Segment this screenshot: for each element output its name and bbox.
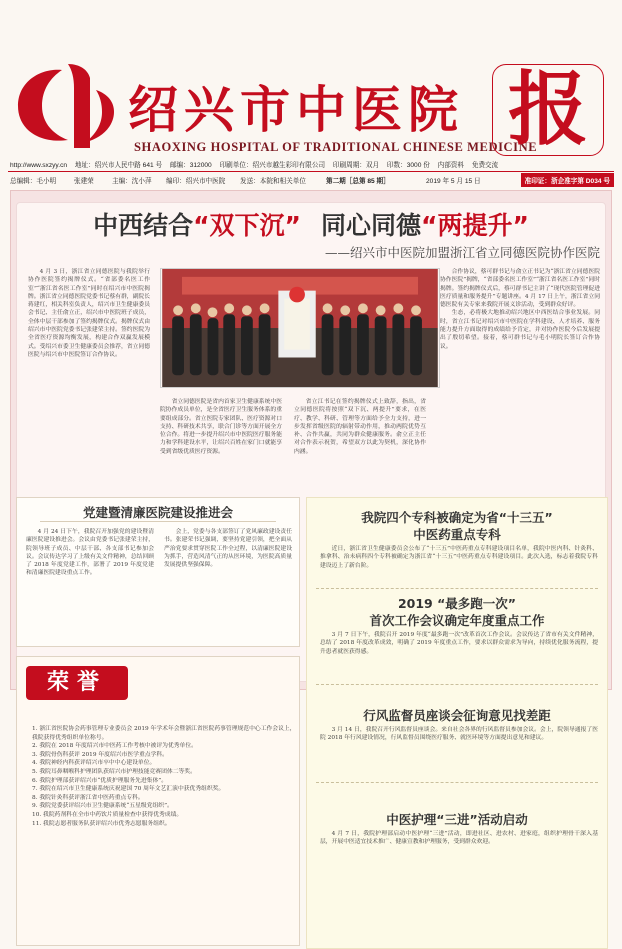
issue-number: 第二期［总第 85 期］ (326, 178, 390, 185)
lead-column-3 (294, 398, 426, 490)
editor-chief: 总编辑：毛小明 (10, 178, 57, 185)
news2-title-line2: 首次工作会议确定年度重点工作 (369, 613, 545, 628)
newspaper-bao-char: 报 (492, 64, 604, 156)
party-building-title: 党建暨清廉医院建设推进会 (82, 505, 233, 520)
news3-title: 行风监督员座谈会征询意见找差距 (363, 708, 551, 723)
lead-column-4 (440, 268, 600, 490)
lead-headline (16, 206, 606, 242)
headline-part-2: “双下沉” (193, 211, 301, 240)
news2-paragraph: 3 月 7 日下午，我院召开 2019 年度“最多跑一次”改革首次工作会议。会议传达了省市有关文件精神，总结了 2018 年度改革成效，明确了 2019 年度重点工作，要求以群众需求为导向，持续优化服务流程，提升患者就医获得感。 (320, 632, 598, 655)
lead-paragraph-4: 生态，必将极大地推动绍兴地区中西医结合事业发展。同时，省立江书记对绍兴市中医院在学科建设、人才培养、服务能力提升方面取得的成绩给予肯定，并对协作医院今后发展提出了殷切希望。接着，蔡可群书记与毛小明院长签订合作协议。 (440, 310, 600, 350)
print-cycle: 印刷周期：双月 (332, 162, 380, 169)
party-paragraph-2: 会上，党委与各支部签订了党风廉政建设责任书。张建荣书记强调，要坚持党建引领，把全面从严治党要求贯穿医院工作全过程，以清廉医院建设为抓手，营造风清气正的从医环境，为医院高质量发展提供坚强保障。 (164, 529, 292, 569)
honor-item: 11. 我院志愿者服务队获评绍兴市优秀志愿服务组织。 (32, 820, 171, 827)
newspaper-title: 绍兴市中医院 (128, 81, 464, 139)
divider-2 (316, 684, 598, 685)
news1-title-line1: 我院四个专科被确定为省“十三五” (361, 510, 553, 525)
address: 地址：绍兴市人民中路 641 号 (74, 162, 163, 169)
headline-part-4: “两提升” (421, 211, 529, 240)
website-link[interactable]: http://www.sxzyy.cn (10, 162, 68, 169)
headline-part-3: 同心同德 (321, 211, 422, 240)
deputy-editor: 张建荣 (74, 178, 94, 185)
honor-item: 10. 我院药剂科在全市中药饮片质量检查中获得优秀成绩。 (32, 811, 183, 818)
news1-body (320, 545, 598, 587)
license-badge: 准印证：浙企准字第 D034 号 (521, 173, 614, 187)
news3-paragraph: 3 月 14 日，我院召开行风监督员座谈会。来自社会各界的行风监督员参加会议。会上，院领导通报了医院 2018 年行风建设情况，行风监督员围绕医疗服务、就医环境等方面提出意见和建议。 (320, 727, 598, 742)
news2-body (320, 631, 598, 681)
recipient: 发送：本院和相关单位 (240, 178, 306, 185)
divider-3 (316, 782, 598, 783)
honor-item: 3. 我院骨伤科获评 2019 年度绍兴市医学重点学科。 (32, 751, 168, 758)
party-paragraph-1: 4 月 24 日下午，我院召开加强党的建设暨清廉医院建设推进会。会议由党委书记张建荣主持，院领导班子成员、中层干部、各支部书记参加会议。会议传达学习了上级有关文件精神，总结回顾了 2018 年度党建工作，部署了 2019 年度党建和清廉医院建设重点工作。 (26, 529, 154, 577)
masthead-info-row (10, 159, 612, 169)
honor-item: 1. 浙江省医院协会药事管理专业委员会 2019 年学术年会暨浙江省医院药事管理规范中心工作会议上，我院获得优秀组织单位称号。 (32, 726, 296, 741)
issue-date: 2019 年 5 月 15 日 (426, 178, 481, 185)
lead-column-2 (160, 398, 282, 490)
headline-part-1: 中西结合 (93, 211, 194, 240)
honor-list (32, 725, 300, 828)
honor-item: 8. 我院针灸科获评浙江省中医药重点专科。 (32, 794, 144, 801)
honor-item: 6. 我院护理部获评绍兴市“优质护理服务先进集体”。 (32, 777, 168, 784)
postcode: 邮编：312000 (169, 162, 212, 169)
party-column-2 (164, 528, 292, 640)
chief-editor: 主编：沈小萍 (112, 178, 152, 185)
print-count: 印数：3000 份 (386, 162, 430, 169)
internal-note: 内部资料 (437, 162, 465, 169)
printer: 印刷单位：绍兴市越生彩印有限公司 (219, 162, 326, 169)
lead-paragraph-5: 合作协议，蔡可群书记与俞立正书记为“浙江省立同德医院协作医院”揭牌，“省部委名医工作室”“浙江省名医工作室”同时揭牌。签约揭牌仪式后，蔡可群书记主讲了“现代医院管理促进医疗质量和服务提升”专题讲座。4 月 17 日上午，浙江省立同德医院有关专家来我院开展义诊活动，受到群众好评。 (440, 269, 600, 309)
news1-paragraph: 近日，浙江省卫生健康委员会公布了“十三五”中医药重点专科建设项目名单，我院中医内科、针灸科、推拿科、治未病科四个专科被确定为浙江省“十三五”中医药重点专科建设项目。此次入选，标志着我院专科建设迈上了新台阶。 (320, 546, 598, 569)
honor-item: 7. 我院在绍兴市卫生健康系统庆祝建国 70 周年文艺汇演中获优秀组织奖。 (32, 786, 225, 793)
news2-title-line1: 2019 “最多跑一次” (397, 596, 517, 611)
news4-title: 中医护理“三进”活动启动 (386, 812, 528, 827)
news1-title-line2: 中医药重点专科 (413, 527, 501, 542)
hospital-logo (10, 60, 120, 152)
compiler: 编印：绍兴市中医院 (166, 178, 226, 185)
honor-item: 2. 我院在 2018 年度绍兴市中医药工作考核中被评为优秀单位。 (32, 743, 197, 750)
signing-ceremony-photo (160, 268, 440, 388)
news3-body (320, 726, 598, 776)
news4-body (320, 830, 598, 940)
news4-paragraph: 4 月 7 日，我院护理部启动中医护理“三进”活动，即进社区、进农村、进家庭，组织护理骨干深入基层，开展中医适宜技术推广、健康宣教和护理服务，受到群众欢迎。 (320, 831, 598, 846)
honor-item: 9. 我院党委获评绍兴市卫生健康系统“五星级党组织”。 (32, 803, 173, 810)
lead-paragraph-3: 省立江书记在签约揭牌仪式上致辞，指出，省立同德医院将按照“双下沉、两提升”要求，在医疗、教学、科研、管理等方面给予全力支持，进一步发挥省级医院的辐射带动作用，推动两院优势互补、合作共赢，共同为群众健康服务。俞立正主任对合作表示祝贺，希望双方以此为契机，深化协作内涵。 (294, 399, 426, 455)
lead-subheadline: ——绍兴市中医院加盟浙江省立同德医院协作医院 (324, 245, 600, 260)
masthead-credit-row (8, 171, 614, 187)
newspaper-title-en: SHAOXING HOSPITAL OF TRADITIONAL CHINESE MEDICINE (134, 140, 538, 154)
divider-1 (316, 588, 598, 589)
honor-label: 荣誉 (26, 666, 128, 700)
honor-item: 4. 我院神经内科获评绍兴市卒中中心建设单位。 (32, 760, 156, 767)
lead-paragraph-1: 4 月 3 日，浙江省立同德医院与我院举行协作医院签约揭牌仪式。“省部委名医工作室”“浙江省名医工作室”同时在绍兴市中医院揭牌。浙江省立同德医院党委书记蔡有群，副院长蒋建红，相关科室负责人，绍兴市卫生健康委员会书记、主任俞立正，绍兴市中医院班子成员，全体中层干部参加了签约揭牌仪式。揭牌仪式由绍兴市中医院党委书记张建荣主持。签约医院为全省医疗资源均衡发展，构建合作双赢发展模式。受绍兴市委卫生健康委员会推荐，省立同德医院与绍兴市中医院签订合作协议。 (28, 269, 150, 358)
party-column-1 (26, 528, 154, 640)
free-note: 免费交流 (471, 162, 499, 169)
honor-item: 5. 我院耳鼻咽喉科护理团队获绍兴市护理技能竞赛团体二等奖。 (32, 768, 196, 775)
party-title-rule (40, 521, 276, 522)
lead-paragraph-2: 省立同德医院是省内首家卫生健康系统中医院协作成员单位，是全省医疗卫生服务体系的重要组成部分。省立医院专家团队、医疗资源对口支持、科研技术共享，联合门诊等方面开展全方位合作。将进一步提升绍兴市中医院医疗服务能力和学科建设水平，让绍兴百姓在家门口就能享受到省级优质医疗资源。 (160, 399, 282, 455)
lead-column-1 (28, 268, 150, 430)
